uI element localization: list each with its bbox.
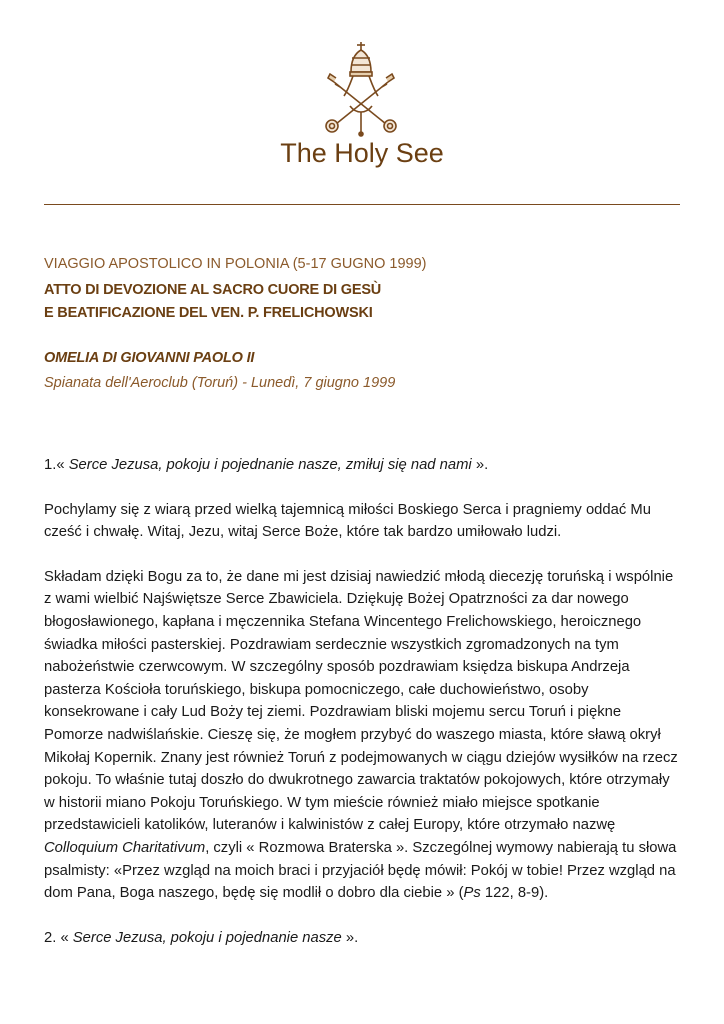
page-header: [0, 0, 724, 210]
paragraph-3: [44, 566, 684, 905]
document-body: [44, 254, 684, 949]
paragraph-3-part2: , czyli « Rozmowa Braterska ». Szczególnej wymowy nabierają tu słowa psalmisty: «Przez wzgląd na moich braci i przyjaciół będę mówił: Pokój w tobie! Przez wzgląd na dom Pana, Boga naszego, będę się modlił o dobro dla ciebie » (: [44, 839, 677, 902]
header-divider: [44, 204, 680, 205]
paragraph-1: [44, 454, 684, 477]
act-heading: [44, 279, 684, 325]
paragraph-3-italic-term: Colloquium Charitativum: [44, 839, 206, 856]
trip-heading: VIAGGIO APOSTOLICO IN POLONIA (5-17 GUGNO 1999): [44, 256, 427, 272]
paragraph-1-quote: Serce Jezusa, pokoju i pojednanie nasze, zmiłuj się nad nami: [68, 457, 472, 473]
paragraph-3-part3: 122, 8-9).: [480, 885, 549, 902]
place-date: Spianata dell'Aeroclub (Toruń) - Lunedì, 7 giugno 1999: [44, 375, 396, 391]
act-heading-line1: ATTO DI DEVOZIONE AL SACRO CUORE DI GESÙ: [44, 282, 382, 298]
paragraph-4: [44, 927, 684, 950]
paragraph-3-part1: Składam dzięki Bogu za to, że dane mi jest dzisiaj nawiedzić młodą diecezję toruńską i wspólnie z wami wielbić Najświętsze Serce Zbawiciela. Dziękuję Bożej Opatrzności za dar nowego błogosławionego, kapłana i męczennika Stefana Wincentego Frelichowskiego, heroicznego świadka miłości pasterskiej. Pozdrawiam serdecznie wszystkich zgromadzonych na tym nabożeństwie czerwcowym. W szczególny sposób pozdrawiam księdza biskupa Andrzeja pasterza Kościoła toruńskiego, biskupa pomocniczego, całe duchowieństwo, osoby konsekrowane i cały Lud Boży tej ziemi. Pozdrawiam bliski mojemu sercu Toruń i piękne Pomorze nadwiślańskie. Cieszę się, że mogłem przybyć do waszego miasta, które sławą okrył Mikołaj Kopernik. Znany jest również Toruń z podejmowanych w ciągu dziejów wysiłków na rzecz pokoju. To właśnie tutaj doszło do dwukrotnego zawarcia traktatów pokojowych, które otrzymały w historii miano Pokoju Toruńskiego. W tym mieście również miało miejsce spotkanie przedstawicieli katolików, luteranów i kalwinistów z całej Europy, które otrzymało nazwę: [44, 568, 678, 834]
homily-title: OMELIA DI GIOVANNI PAOLO II: [44, 350, 255, 366]
paragraph-1-suffix: ».: [471, 457, 489, 473]
paragraph-4-suffix: ».: [341, 929, 359, 946]
paragraph-3-psalm-ref: Ps: [463, 885, 481, 902]
paragraph-4-quote: Serce Jezusa, pokoju i pojednanie nasze: [72, 929, 342, 946]
act-heading-line2: E BEATIFICAZIONE DEL VEN. P. FRELICHOWSKI: [44, 305, 373, 321]
paragraph-1-prefix: 1.«: [44, 457, 69, 473]
paragraph-4-prefix: 2. «: [44, 929, 73, 946]
papal-keys-tiara-emblem-icon: [320, 40, 402, 140]
paragraph-2: Pochylamy się z wiarą przed wielką tajemnicą miłości Boskiego Serca i pragniemy oddać Mu cześć i chwałę. Witaj, Jezu, witaj Serce Boże, które tak bardzo umiłowało ludzi.: [44, 501, 651, 541]
site-title: The Holy See: [280, 138, 444, 168]
